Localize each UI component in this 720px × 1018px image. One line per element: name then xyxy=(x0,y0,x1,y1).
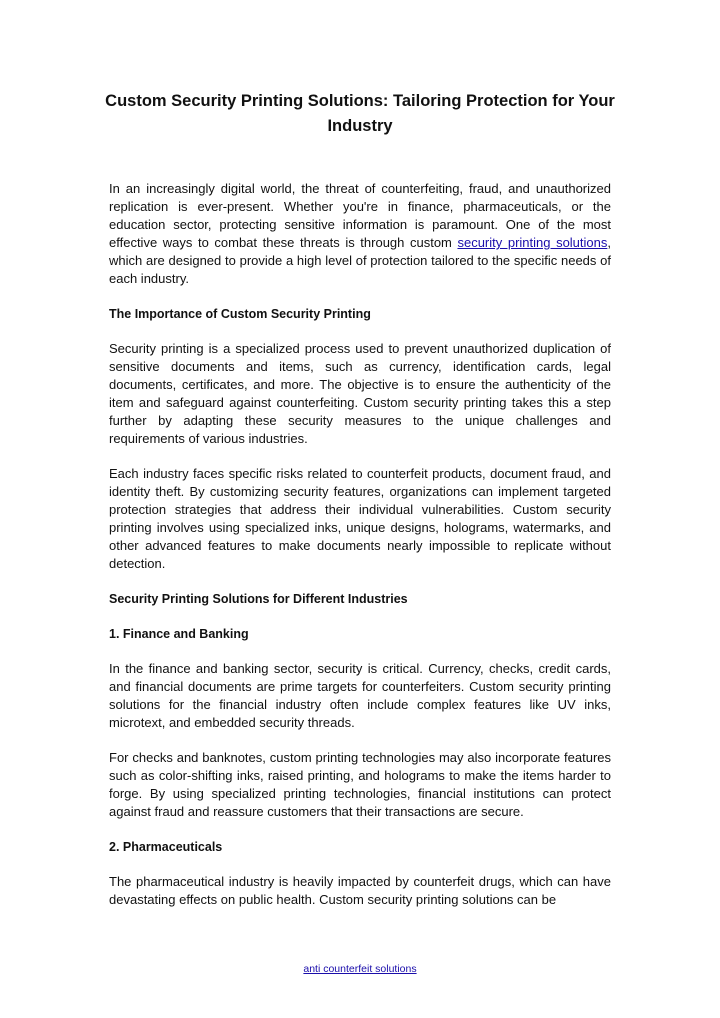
intro-paragraph xyxy=(109,180,611,288)
pharma-paragraph-1: The pharmaceutical industry is heavily impacted by counterfeit drugs, which can have devastating effects on public health. Custom security printing solutions can be xyxy=(109,874,611,907)
pharma-heading: 2. Pharmaceuticals xyxy=(109,840,223,854)
importance-paragraph-1: Security printing is a specialized process used to prevent unauthorized duplication of sensitive documents and items, such as currency, identification cards, legal documents, certificates, and more. The objective is to ensure the authenticity of the item and safeguard against counterfeiting. Custom security printing takes this a step further by adapting these security measures to the unique challenges and requirements of various industries. xyxy=(109,341,611,446)
footer-link[interactable]: anti counterfeit solutions xyxy=(303,963,417,975)
finance-paragraph-2: For checks and banknotes, custom printing technologies may also incorporate features such as color-shifting inks, raised printing, and holograms to make the items harder to forge. By using specialized printing technologies, financial institutions can protect against fraud and reassure customers that their transactions are secure. xyxy=(109,750,611,819)
document-title: Custom Security Printing Solutions: Tailoring Protection for Your Industry xyxy=(105,92,615,135)
importance-paragraph-2: Each industry faces specific risks related to counterfeit products, document fraud, and identity theft. By customizing security features, organizations can implement targeted protection strategies that address their individual vulnerabilities. Custom security printing involves using specialized inks, unique designs, holograms, watermarks, and other advanced features to make documents nearly impossible to replicate without detection. xyxy=(109,466,611,571)
footer xyxy=(0,962,720,976)
finance-paragraph-1: In the finance and banking sector, security is critical. Currency, checks, credit cards, and financial documents are prime targets for counterfeiters. Custom security printing solutions for the financial industry often include complex features like UV inks, microtext, and embedded security threads. xyxy=(109,661,611,730)
intro-text-before: In an increasingly digital world, the threat of counterfeiting, fraud, and unauthorized replication is ever-present. Whether you're in finance, pharmaceuticals, or the education sector, protecting sensitive information is paramount. One of the most effective ways to combat these threats is through custom xyxy=(109,181,611,250)
finance-heading: 1. Finance and Banking xyxy=(109,627,249,641)
security-printing-solutions-link[interactable]: security printing solutions xyxy=(457,235,608,250)
intro-text-after: , which are designed to provide a high level of protection tailored to the specific needs of each industry. xyxy=(109,235,611,286)
document-body xyxy=(109,180,611,926)
importance-heading: The Importance of Custom Security Printing xyxy=(109,307,371,321)
industries-heading: Security Printing Solutions for Different Industries xyxy=(109,592,408,606)
